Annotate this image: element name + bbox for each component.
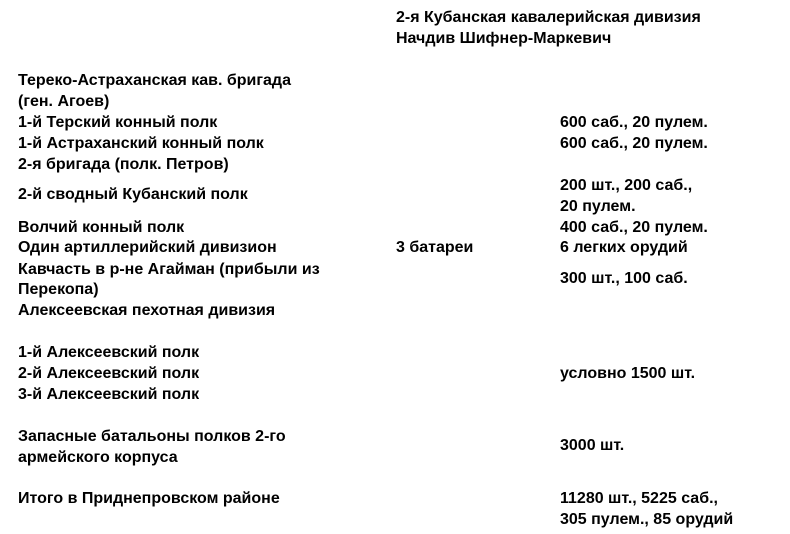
wolf-regiment-strength: 400 саб., 20 пулем. [560, 219, 708, 236]
terek-brigade-commander: (ген. Агоев) [18, 93, 110, 110]
terek-regiment-strength: 600 саб., 20 пулем. [560, 114, 708, 131]
artillery-batteries: 3 батареи [396, 239, 474, 256]
cavalry-agayman-label-line1: Кавчасть в р-не Агайман (прибыли из [18, 261, 320, 278]
total-strength-line1: 11280 шт., 5225 саб., [560, 490, 718, 507]
alekseev-strength: условно 1500 шт. [560, 365, 696, 382]
kuban-regiment-strength-line2: 20 пулем. [560, 198, 636, 215]
reserve-battalions-label-line2: армейского корпуса [18, 449, 178, 466]
brigade-2-label: 2-я бригада (полк. Петров) [18, 156, 229, 173]
alekseev-regiment-1-label: 1-й Алексеевский полк [18, 344, 200, 361]
terek-regiment-label: 1-й Терский конный полк [18, 114, 218, 131]
astrakhan-regiment-label: 1-й Астраханский конный полк [18, 135, 264, 152]
total-strength-line2: 305 пулем., 85 орудий [560, 511, 734, 528]
alekseev-regiment-3-label: 3-й Алексеевский полк [18, 386, 200, 403]
reserve-battalions-label-line1: Запасные батальоны полков 2-го [18, 428, 286, 445]
astrakhan-regiment-strength: 600 саб., 20 пулем. [560, 135, 708, 152]
cavalry-agayman-strength: 300 шт., 100 саб. [560, 270, 688, 287]
artillery-strength: 6 легких орудий [560, 239, 688, 256]
alekseev-regiment-2-label: 2-й Алексеевский полк [18, 365, 200, 382]
alekseev-division-label: Алексеевская пехотная дивизия [18, 302, 276, 319]
cavalry-agayman-label-line2: Перекопа) [18, 281, 99, 298]
terek-brigade-label: Тереко-Астраханская кав. бригада [18, 72, 291, 89]
total-label: Итого в Приднепровском районе [18, 490, 280, 507]
kuban-regiment-label: 2-й сводный Кубанский полк [18, 186, 248, 203]
kuban-regiment-strength-line1: 200 шт., 200 саб., [560, 177, 693, 194]
wolf-regiment-label: Волчий конный полк [18, 219, 185, 236]
division-title: 2-я Кубанская кавалерийская дивизия [396, 9, 701, 26]
division-commander: Начдив Шифнер-Маркевич [396, 30, 612, 47]
artillery-label: Один артиллерийский дивизион [18, 239, 277, 256]
reserve-battalions-strength: 3000 шт. [560, 437, 625, 454]
